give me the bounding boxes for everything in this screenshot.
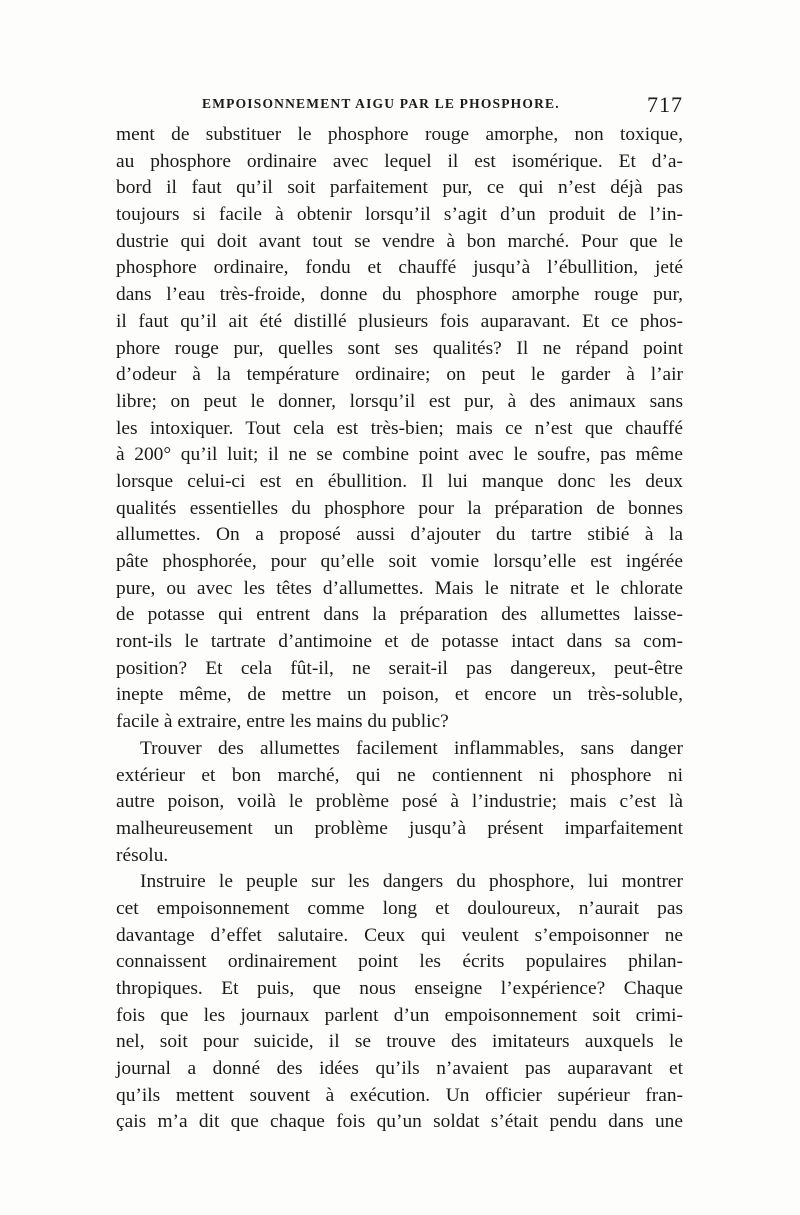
text-line: bord il faut qu’il soit parfaitement pur, ce qui n’est déjà pas (116, 177, 683, 199)
text-line: fois que les journaux parlent d’un empoisonnement soit crimi- (116, 1004, 683, 1026)
text-line: davantage d’effet salutaire. Ceux qui veulent s’empoisonner ne (116, 924, 683, 946)
text-line: il faut qu’il ait été distillé plusieurs fois auparavant. Et ce phos- (116, 310, 683, 332)
text-line: çais m’a dit que chaque fois qu’un soldat s’était pendu dans une (116, 1111, 683, 1133)
text-line: Trouver des allumettes facilement inflammables, sans danger (140, 737, 683, 759)
text-line: qualités essentielles du phosphore pour la préparation de bonnes (116, 497, 683, 519)
text-line: toujours si facile à obtenir lorsqu’il s’agit d’un produit de l’in- (116, 204, 683, 226)
text-line: dustrie qui doit avant tout se vendre à bon marché. Pour que le (116, 230, 683, 252)
text-line: qu’ils mettent souvent à exécution. Un officier supérieur fran- (116, 1084, 683, 1106)
text-line: à 200° qu’il luit; il ne se combine point avec le soufre, pas même (116, 444, 683, 466)
text-line: de potasse qui entrent dans la préparation des allumettes laisse- (116, 604, 683, 626)
text-line: allumettes. On a proposé aussi d’ajouter du tartre stibié à la (116, 524, 683, 546)
paragraph-2 (116, 736, 683, 869)
text-line: libre; on peut le donner, lorsqu’il est pur, à des animaux sans (116, 390, 683, 412)
running-title: EMPOISONNEMENT AIGU PAR LE PHOSPHORE. (202, 96, 560, 111)
text-line: lorsque celui-ci est en ébullition. Il lui manque donc les deux (116, 470, 683, 492)
text-line: thropiques. Et puis, que nous enseigne l’expérience? Chaque (116, 978, 683, 999)
text-line: d’odeur à la température ordinaire; on peut le garder à l’air (116, 364, 683, 386)
text-line: les intoxiquer. Tout cela est très-bien; mais ce n’est que chauffé (116, 417, 683, 439)
paragraph-1 (116, 122, 683, 736)
text-line: cet empoisonnement comme long et douloureux, n’aurait pas (116, 897, 683, 919)
text-line: inepte même, de mettre un poison, et encore un très-soluble, (116, 684, 683, 706)
running-head (118, 92, 683, 118)
text-line: extérieur et bon marché, qui ne contiennent ni phosphore ni (116, 764, 683, 786)
text-line: pure, ou avec les têtes d’allumettes. Mais le nitrate et le chlorate (116, 577, 683, 599)
body-text (116, 122, 683, 1136)
text-line: phore rouge pur, quelles sont ses qualités? Il ne répand point (116, 337, 683, 359)
text-line: journal a donné des idées qu’ils n’avaient pas auparavant et (116, 1058, 683, 1080)
text-line: phosphore ordinaire, fondu et chauffé jusqu’à l’ébullition, jeté (116, 257, 683, 279)
text-line: facile à extraire, entre les mains du public? (116, 711, 449, 733)
text-line: Instruire le peuple sur les dangers du phosphore, lui montrer (140, 871, 683, 893)
text-line: position? Et cela fût-il, ne serait-il pas dangereux, peut-être (116, 657, 683, 679)
text-line: résolu. (116, 844, 169, 866)
text-line: au phosphore ordinaire avec lequel il est isomérique. Et d’a- (116, 150, 683, 172)
paragraph-3 (116, 869, 683, 1136)
text-line: pâte phosphorée, pour qu’elle soit vomie lorsqu’elle est ingérée (116, 551, 683, 572)
text-line: autre poison, voilà le problème posé à l’industrie; mais c’est là (116, 791, 683, 813)
page-number: 717 (647, 92, 683, 117)
text-line: nel, soit pour suicide, il se trouve des imitateurs auxquels le (116, 1031, 683, 1053)
text-line: malheureusement un problème jusqu’à présent imparfaitement (116, 817, 683, 839)
text-line: dans l’eau très-froide, donne du phosphore amorphe rouge pur, (116, 284, 683, 306)
text-line: ront-ils le tartrate d’antimoine et de potasse intact dans sa com- (116, 631, 683, 653)
text-line: connaissent ordinairement point les écrits populaires philan- (116, 951, 683, 973)
text-line: ment de substituer le phosphore rouge amorphe, non toxique, (116, 124, 683, 145)
